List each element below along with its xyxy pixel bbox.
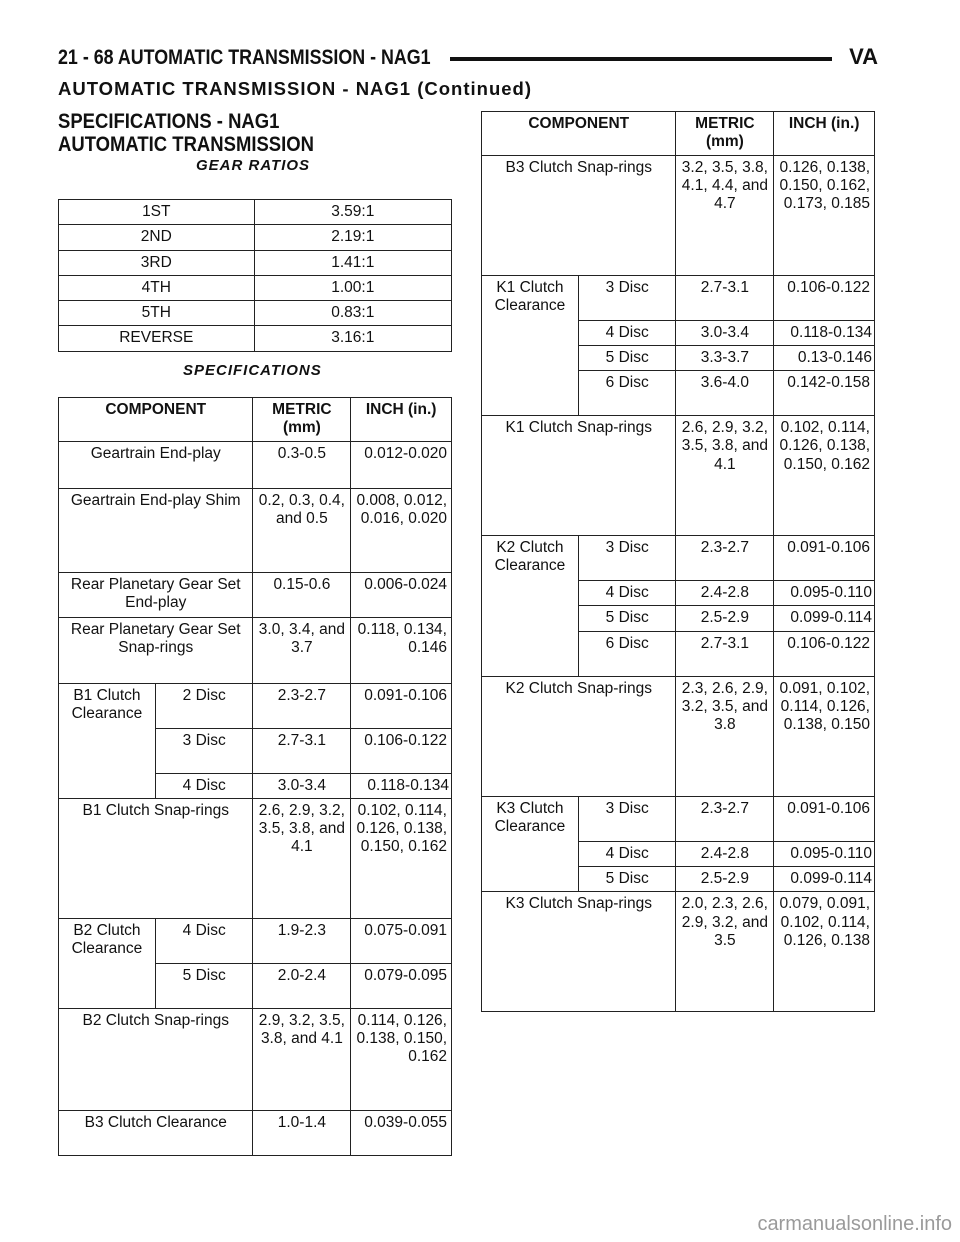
metric-cell: 2.6, 2.9, 3.2, 3.5, 3.8, and 4.1 [253, 798, 351, 918]
inch-cell: 0.091-0.106 [774, 536, 875, 581]
disc-cell: 5 Disc [578, 867, 676, 892]
table-row [482, 416, 875, 536]
disc-cell: 3 Disc [578, 275, 676, 320]
component-cell: K3 Clutch Snap-rings [482, 892, 676, 1012]
page-header [58, 42, 878, 72]
metric-header: METRIC (mm) [676, 112, 774, 156]
table-cell: 0.83:1 [254, 301, 451, 326]
inch-header: INCH (in.) [351, 398, 452, 442]
inch-cell: 0.106-0.122 [351, 728, 452, 773]
metric-cell: 2.3-2.7 [676, 796, 774, 841]
inch-cell: 0.126, 0.138, 0.150, 0.162, 0.173, 0.185 [774, 155, 875, 275]
inch-cell: 0.008, 0.012, 0.016, 0.020 [351, 488, 452, 572]
inch-cell: 0.118-0.134 [351, 773, 452, 798]
table-row [59, 798, 452, 918]
inch-cell: 0.091-0.106 [774, 796, 875, 841]
metric-cell: 2.5-2.9 [676, 867, 774, 892]
watermark: carmanualsonline.info [757, 1213, 952, 1235]
metric-cell: 2.3-2.7 [253, 683, 351, 728]
inch-cell: 0.118, 0.134, 0.146 [351, 617, 452, 683]
table-row [59, 275, 452, 300]
inch-cell: 0.099-0.114 [774, 867, 875, 892]
inch-cell: 0.118-0.134 [774, 320, 875, 345]
disc-cell: 2 Disc [155, 683, 253, 728]
specifications-caption: SPECIFICATIONS [183, 362, 322, 379]
table-row [482, 796, 875, 841]
table-cell: 1.00:1 [254, 275, 451, 300]
specs-table-right [481, 111, 875, 1012]
component-cell: B1 Clutch Clearance [59, 683, 156, 798]
table-cell: 4TH [59, 275, 255, 300]
disc-cell: 5 Disc [578, 606, 676, 631]
metric-cell: 0.15-0.6 [253, 572, 351, 617]
disc-cell: 3 Disc [155, 728, 253, 773]
disc-cell: 4 Disc [578, 581, 676, 606]
table-row [59, 441, 452, 488]
section-title: SPECIFICATIONS - NAG1 AUTOMATIC TRANSMISSION [58, 110, 314, 156]
disc-cell: 6 Disc [578, 371, 676, 416]
metric-cell: 2.9, 3.2, 3.5, 3.8, and 4.1 [253, 1008, 351, 1110]
table-cell: 1ST [59, 200, 255, 225]
metric-cell: 3.0, 3.4, and 3.7 [253, 617, 351, 683]
header-rule [450, 57, 832, 61]
inch-cell: 0.102, 0.114, 0.126, 0.138, 0.150, 0.162 [351, 798, 452, 918]
metric-header: METRIC (mm) [253, 398, 351, 442]
metric-cell: 3.2, 3.5, 3.8, 4.1, 4.4, and 4.7 [676, 155, 774, 275]
metric-cell: 2.3-2.7 [676, 536, 774, 581]
metric-cell: 3.0-3.4 [253, 773, 351, 798]
page-label: 21 - 68 AUTOMATIC TRANSMISSION - NAG1 [58, 46, 431, 69]
table-row [482, 676, 875, 796]
inch-cell: 0.075-0.091 [351, 918, 452, 963]
component-cell: Geartrain End-play [59, 441, 253, 488]
table-row [59, 572, 452, 617]
table-row [59, 301, 452, 326]
table-row [482, 275, 875, 320]
component-cell: K2 Clutch Clearance [482, 536, 579, 677]
component-cell: K1 Clutch Snap-rings [482, 416, 676, 536]
metric-cell: 0.2, 0.3, 0.4, and 0.5 [253, 488, 351, 572]
metric-cell: 0.3-0.5 [253, 441, 351, 488]
inch-cell: 0.106-0.122 [774, 631, 875, 676]
metric-cell: 2.6, 2.9, 3.2, 3.5, 3.8, and 4.1 [676, 416, 774, 536]
disc-cell: 4 Disc [578, 320, 676, 345]
component-cell: Rear Planetary Gear Set Snap-rings [59, 617, 253, 683]
metric-cell: 2.7-3.1 [253, 728, 351, 773]
table-header-row [59, 398, 452, 442]
table-cell: 3.16:1 [254, 326, 451, 351]
inch-cell: 0.099-0.114 [774, 606, 875, 631]
specs-table-left [58, 397, 452, 1156]
inch-cell: 0.012-0.020 [351, 441, 452, 488]
continued-title: AUTOMATIC TRANSMISSION - NAG1 (Continued) [58, 78, 533, 99]
inch-cell: 0.106-0.122 [774, 275, 875, 320]
disc-cell: 6 Disc [578, 631, 676, 676]
component-header: COMPONENT [482, 112, 676, 156]
metric-cell: 2.0, 2.3, 2.6, 2.9, 3.2, and 3.5 [676, 892, 774, 1012]
table-row [482, 155, 875, 275]
metric-cell: 3.6-4.0 [676, 371, 774, 416]
component-cell: Geartrain End-play Shim [59, 488, 253, 572]
disc-cell: 5 Disc [578, 345, 676, 370]
table-row [59, 1008, 452, 1110]
disc-cell: 5 Disc [155, 963, 253, 1008]
table-cell: REVERSE [59, 326, 255, 351]
component-cell: B3 Clutch Clearance [59, 1110, 253, 1155]
metric-cell: 2.7-3.1 [676, 275, 774, 320]
component-cell: K3 Clutch Clearance [482, 796, 579, 892]
metric-cell: 3.3-3.7 [676, 345, 774, 370]
table-row [59, 1110, 452, 1155]
metric-cell: 2.3, 2.6, 2.9, 3.2, 3.5, and 3.8 [676, 676, 774, 796]
table-cell: 1.41:1 [254, 250, 451, 275]
disc-cell: 3 Disc [578, 796, 676, 841]
component-cell: B1 Clutch Snap-rings [59, 798, 253, 918]
inch-cell: 0.102, 0.114, 0.126, 0.138, 0.150, 0.162 [774, 416, 875, 536]
inch-cell: 0.079-0.095 [351, 963, 452, 1008]
inch-cell: 0.091, 0.102, 0.114, 0.126, 0.138, 0.150 [774, 676, 875, 796]
disc-cell: 4 Disc [578, 841, 676, 866]
metric-cell: 2.4-2.8 [676, 581, 774, 606]
component-cell: K2 Clutch Snap-rings [482, 676, 676, 796]
table-row [59, 250, 452, 275]
model-code: VA [849, 44, 878, 69]
table-cell: 3RD [59, 250, 255, 275]
table-row [482, 536, 875, 581]
inch-cell: 0.13-0.146 [774, 345, 875, 370]
component-cell: B2 Clutch Clearance [59, 918, 156, 1008]
metric-cell: 1.9-2.3 [253, 918, 351, 963]
disc-cell: 3 Disc [578, 536, 676, 581]
inch-header: INCH (in.) [774, 112, 875, 156]
table-row [59, 617, 452, 683]
table-cell: 3.59:1 [254, 200, 451, 225]
table-row [59, 683, 452, 728]
inch-cell: 0.114, 0.126, 0.138, 0.150, 0.162 [351, 1008, 452, 1110]
table-row [482, 892, 875, 1012]
table-row [59, 225, 452, 250]
inch-cell: 0.079, 0.091, 0.102, 0.114, 0.126, 0.138 [774, 892, 875, 1012]
metric-cell: 1.0-1.4 [253, 1110, 351, 1155]
metric-cell: 2.5-2.9 [676, 606, 774, 631]
inch-cell: 0.091-0.106 [351, 683, 452, 728]
disc-cell: 4 Disc [155, 918, 253, 963]
table-row [59, 488, 452, 572]
metric-cell: 3.0-3.4 [676, 320, 774, 345]
metric-cell: 2.4-2.8 [676, 841, 774, 866]
inch-cell: 0.039-0.055 [351, 1110, 452, 1155]
inch-cell: 0.006-0.024 [351, 572, 452, 617]
component-cell: K1 Clutch Clearance [482, 275, 579, 416]
table-cell: 2ND [59, 225, 255, 250]
component-cell: B2 Clutch Snap-rings [59, 1008, 253, 1110]
table-row [59, 200, 452, 225]
inch-cell: 0.095-0.110 [774, 841, 875, 866]
component-header: COMPONENT [59, 398, 253, 442]
component-cell: B3 Clutch Snap-rings [482, 155, 676, 275]
table-cell: 2.19:1 [254, 225, 451, 250]
table-cell: 5TH [59, 301, 255, 326]
table-row [59, 326, 452, 351]
disc-cell: 4 Disc [155, 773, 253, 798]
metric-cell: 2.0-2.4 [253, 963, 351, 1008]
table-header-row [482, 112, 875, 156]
gear-ratios-caption: GEAR RATIOS [196, 157, 311, 174]
inch-cell: 0.095-0.110 [774, 581, 875, 606]
table-row [59, 918, 452, 963]
gear-ratios-table [58, 199, 452, 352]
component-cell: Rear Planetary Gear Set End-play [59, 572, 253, 617]
inch-cell: 0.142-0.158 [774, 371, 875, 416]
metric-cell: 2.7-3.1 [676, 631, 774, 676]
